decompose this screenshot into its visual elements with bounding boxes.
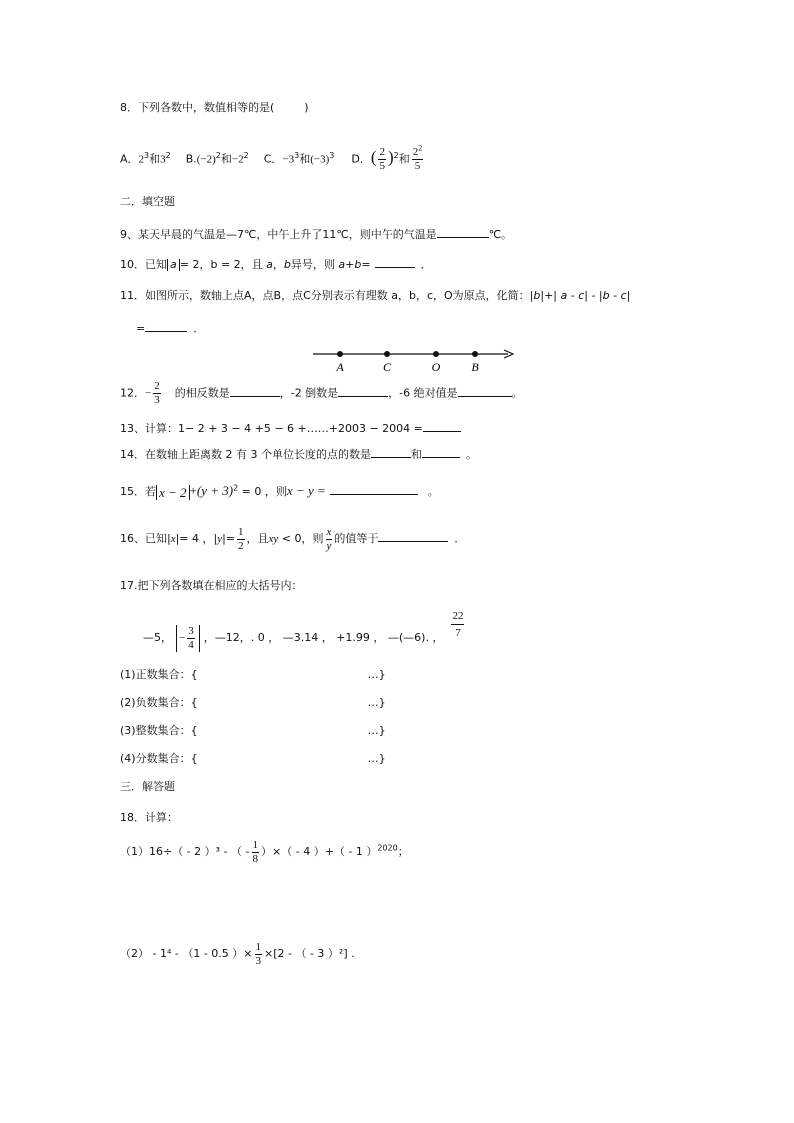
q12-frac-den: 3 <box>154 394 160 406</box>
q13-blank[interactable] <box>423 420 461 432</box>
q16-den: 2 <box>238 539 244 552</box>
q10-pre: 10．已知 <box>120 258 167 271</box>
q13-text: 13、计算：1− 2 + 3 − 4 +5 − 6 +……+2003 − 2004 = <box>120 422 423 435</box>
q10-blank[interactable] <box>375 256 415 268</box>
q13-line <box>120 420 461 437</box>
q16-fnum: x <box>326 525 332 538</box>
q17-last-den: 7 <box>455 626 461 639</box>
set-label: (2)负数集合：{ <box>120 696 198 709</box>
q10-b: b <box>283 258 291 271</box>
q10-comma: ， <box>272 258 284 271</box>
q9-line <box>120 226 512 243</box>
q16-line <box>120 524 465 554</box>
q15-plus: + <box>189 483 197 498</box>
q15-blank[interactable] <box>330 483 418 495</box>
q8-b-exp2: 2 <box>243 150 249 160</box>
q15-end: 。 <box>427 485 439 498</box>
q18-p2-post: ×[2 - （ - 3 ）²] . <box>264 947 355 960</box>
q16-xy: xy <box>268 533 279 545</box>
set-end: …} <box>367 696 386 709</box>
q8-d-num2-exp: 2 <box>418 143 423 153</box>
q10-end: ． <box>420 258 432 271</box>
q12-blank1[interactable] <box>230 385 280 397</box>
q11-eq: = <box>136 322 146 335</box>
q12-line <box>120 380 523 407</box>
q8-b-expr2: −2 <box>231 153 244 166</box>
q11-line1 <box>120 288 630 304</box>
set-end: …} <box>367 752 386 765</box>
q17-rest: ，—12，. 0 ， —3.14 ， +1.99 ， —(—6). ， <box>203 631 444 644</box>
q8-c-exp2: 3 <box>329 150 335 160</box>
q8-stem: 8．下列各数中，数值相等的是( <box>120 101 275 114</box>
set-end: …} <box>367 724 386 737</box>
q12-t1: 的相反数是 <box>174 386 230 400</box>
q18-p1-num: 1 <box>252 838 259 851</box>
q8-stem-line <box>120 100 309 116</box>
set-label: (4)分数集合：{ <box>120 752 198 765</box>
q18-part2 <box>120 940 355 968</box>
q10-expr: a+b= <box>338 258 371 271</box>
q15-exp: 2 <box>233 483 239 493</box>
q17-numbers <box>143 608 466 670</box>
q18-p1-post: ）×（ - 4 ）+（ - 1 ） <box>261 845 378 858</box>
q17-abs-den: 4 <box>188 638 194 651</box>
q11-blank[interactable] <box>145 320 187 332</box>
q17-set-integer <box>120 723 386 739</box>
q8-d-num: 2 <box>379 146 385 158</box>
q9-unit: ℃。 <box>488 228 513 241</box>
q8-options: A．$2^3$和$3^2$ $B.(-2)^2$和$-2^2$ C．$-3^3$和$(-3)^3$ D．( $\frac{2}{5}$ )$^2$和 $\frac{2^2}{5}$ <box>120 143 423 172</box>
q15-e2: (y + 3) <box>196 483 234 498</box>
point-b-dot <box>472 351 478 357</box>
q12-num: 12． <box>120 386 145 400</box>
q15-line <box>120 481 439 502</box>
q18-p2-num: 1 <box>255 940 261 953</box>
point-b-label: B <box>471 360 479 374</box>
set-end: …} <box>367 668 386 681</box>
q15-eq: = 0 ，则 <box>238 485 287 498</box>
q8-c-expr2: (−3) <box>310 153 330 166</box>
point-a-dot <box>337 351 343 357</box>
q8-d-num2: 2 <box>412 146 419 158</box>
point-o-dot <box>433 351 439 357</box>
q14-end: 。 <box>465 448 477 461</box>
q17-abs-num: 3 <box>188 624 194 637</box>
q17-abs-neg: − <box>179 631 186 644</box>
point-o-label: O <box>431 360 441 374</box>
q12-end: 。 <box>511 386 523 400</box>
q8-c-expr1: −3 <box>282 153 295 166</box>
q11-expr: |b|+| a - c| - |b - c| <box>529 289 631 302</box>
q12-t2: ，-2 倒数是 <box>279 386 339 400</box>
q10-post: 异号，则 <box>290 258 339 271</box>
set-label: (3)整数集合：{ <box>120 724 198 737</box>
q8-paren-close: ) <box>304 101 309 114</box>
q12-blank2[interactable] <box>338 385 388 397</box>
q8-b-and: 和 <box>220 152 232 166</box>
number-line <box>305 343 525 377</box>
q17-set-negative <box>120 695 386 711</box>
set-label: (1)正数集合：{ <box>120 668 198 681</box>
q16-m3: ，且 <box>246 532 269 545</box>
q10-mid: = 2，b = 2，且 <box>179 258 267 271</box>
q11-line2 <box>136 320 204 337</box>
q18-p1-pre: （1）16÷（ - 2 ）³ - （ - <box>120 845 250 858</box>
q9-text: 9、某天早晨的气温是—7℃，中午上升了11℃，则中午的气温是 <box>120 228 437 241</box>
q16-end: ． <box>454 532 466 545</box>
q12-frac-num: 2 <box>154 380 160 392</box>
point-c-label: C <box>382 360 392 374</box>
q8-d-exp: 2 <box>393 150 399 160</box>
q8-option-b-label: B. <box>185 152 197 166</box>
q15-e1: x − 2 <box>156 485 190 500</box>
q16-x: x <box>170 533 176 545</box>
q16-blank[interactable] <box>378 530 448 542</box>
q18-p2-den: 3 <box>255 954 261 967</box>
point-c-dot <box>384 351 390 357</box>
q12-neg: − <box>145 387 152 400</box>
q14-blank1[interactable] <box>371 446 411 458</box>
q8-option-c-label: C． <box>263 152 283 166</box>
q17-set-fraction <box>120 751 386 767</box>
q17-n1: —5， <box>143 631 172 644</box>
q8-b-exp1: 2 <box>215 150 221 160</box>
q16-fden: y <box>326 539 332 552</box>
q17-last-num: 22 <box>451 608 464 625</box>
q14-line <box>120 446 477 463</box>
q18-part1 <box>120 838 409 866</box>
q8-c-and: 和 <box>299 152 311 166</box>
q8-a-expr2: 3 <box>160 153 166 166</box>
q8-a-exp1: 3 <box>144 150 150 160</box>
q17-stem: 17.把下列各数填在相应的大括号内： <box>120 579 303 592</box>
q16-m4: < 0，则 <box>278 532 324 545</box>
q16-num: 1 <box>238 525 244 538</box>
q10-a: a <box>266 258 273 271</box>
q12-blank3[interactable] <box>458 385 512 397</box>
q17-set-positive <box>120 667 386 683</box>
q18-p1-den: 8 <box>252 852 259 865</box>
q14-text: 14．在数轴上距离数 2 有 3 个单位长度的点的数是 <box>120 448 371 461</box>
q16-y: y <box>217 533 223 545</box>
q10-abs-a: a <box>167 259 180 271</box>
q14-blank2[interactable] <box>422 446 460 458</box>
q18-p1-end: ； <box>397 845 409 858</box>
q8-a-and: 和 <box>149 152 161 166</box>
q11-text: 11．如图所示，数轴上点A，点B，点C分别表示有理数 a，b，c，O为原点，化简： <box>120 289 530 302</box>
q8-a-expr1: 2 <box>138 153 145 166</box>
q8-a-exp2: 2 <box>165 150 171 160</box>
q11-end: ． <box>193 322 205 335</box>
section2-title: 二．填空题 <box>120 195 175 208</box>
q16-pre: 16、已知| <box>120 532 171 545</box>
q15-ask: x − y = <box>286 483 326 498</box>
q8-d-and: 和 <box>398 152 410 166</box>
q9-blank[interactable] <box>437 226 489 238</box>
q18-stem: 18．计算： <box>120 811 178 824</box>
q14-and: 和 <box>410 448 422 461</box>
q8-d-den2: 5 <box>414 160 421 172</box>
q16-m2: |= <box>222 532 236 545</box>
q8-b-expr1: (−2) <box>196 153 216 166</box>
q12-t3: ，-6 绝对值是 <box>388 386 458 400</box>
point-a-label: A <box>336 360 344 374</box>
q18-p2-pre: （2） - 1⁴ - （1 - 0.5 ）× <box>120 947 253 960</box>
q8-c-exp1: 3 <box>294 150 300 160</box>
q8-d-den: 5 <box>379 160 385 172</box>
section3-title: 三．解答题 <box>120 780 175 793</box>
q18-p1-exp: 2020 <box>377 843 398 853</box>
q16-m1: |= 4 ，| <box>175 532 218 545</box>
q10-line <box>120 256 432 273</box>
q15-pre: 15．若 <box>120 485 156 498</box>
q8-option-a-label: A． <box>120 152 139 166</box>
q8-option-d-label: D． <box>351 152 371 166</box>
q16-m5: 的值等于 <box>334 532 379 545</box>
